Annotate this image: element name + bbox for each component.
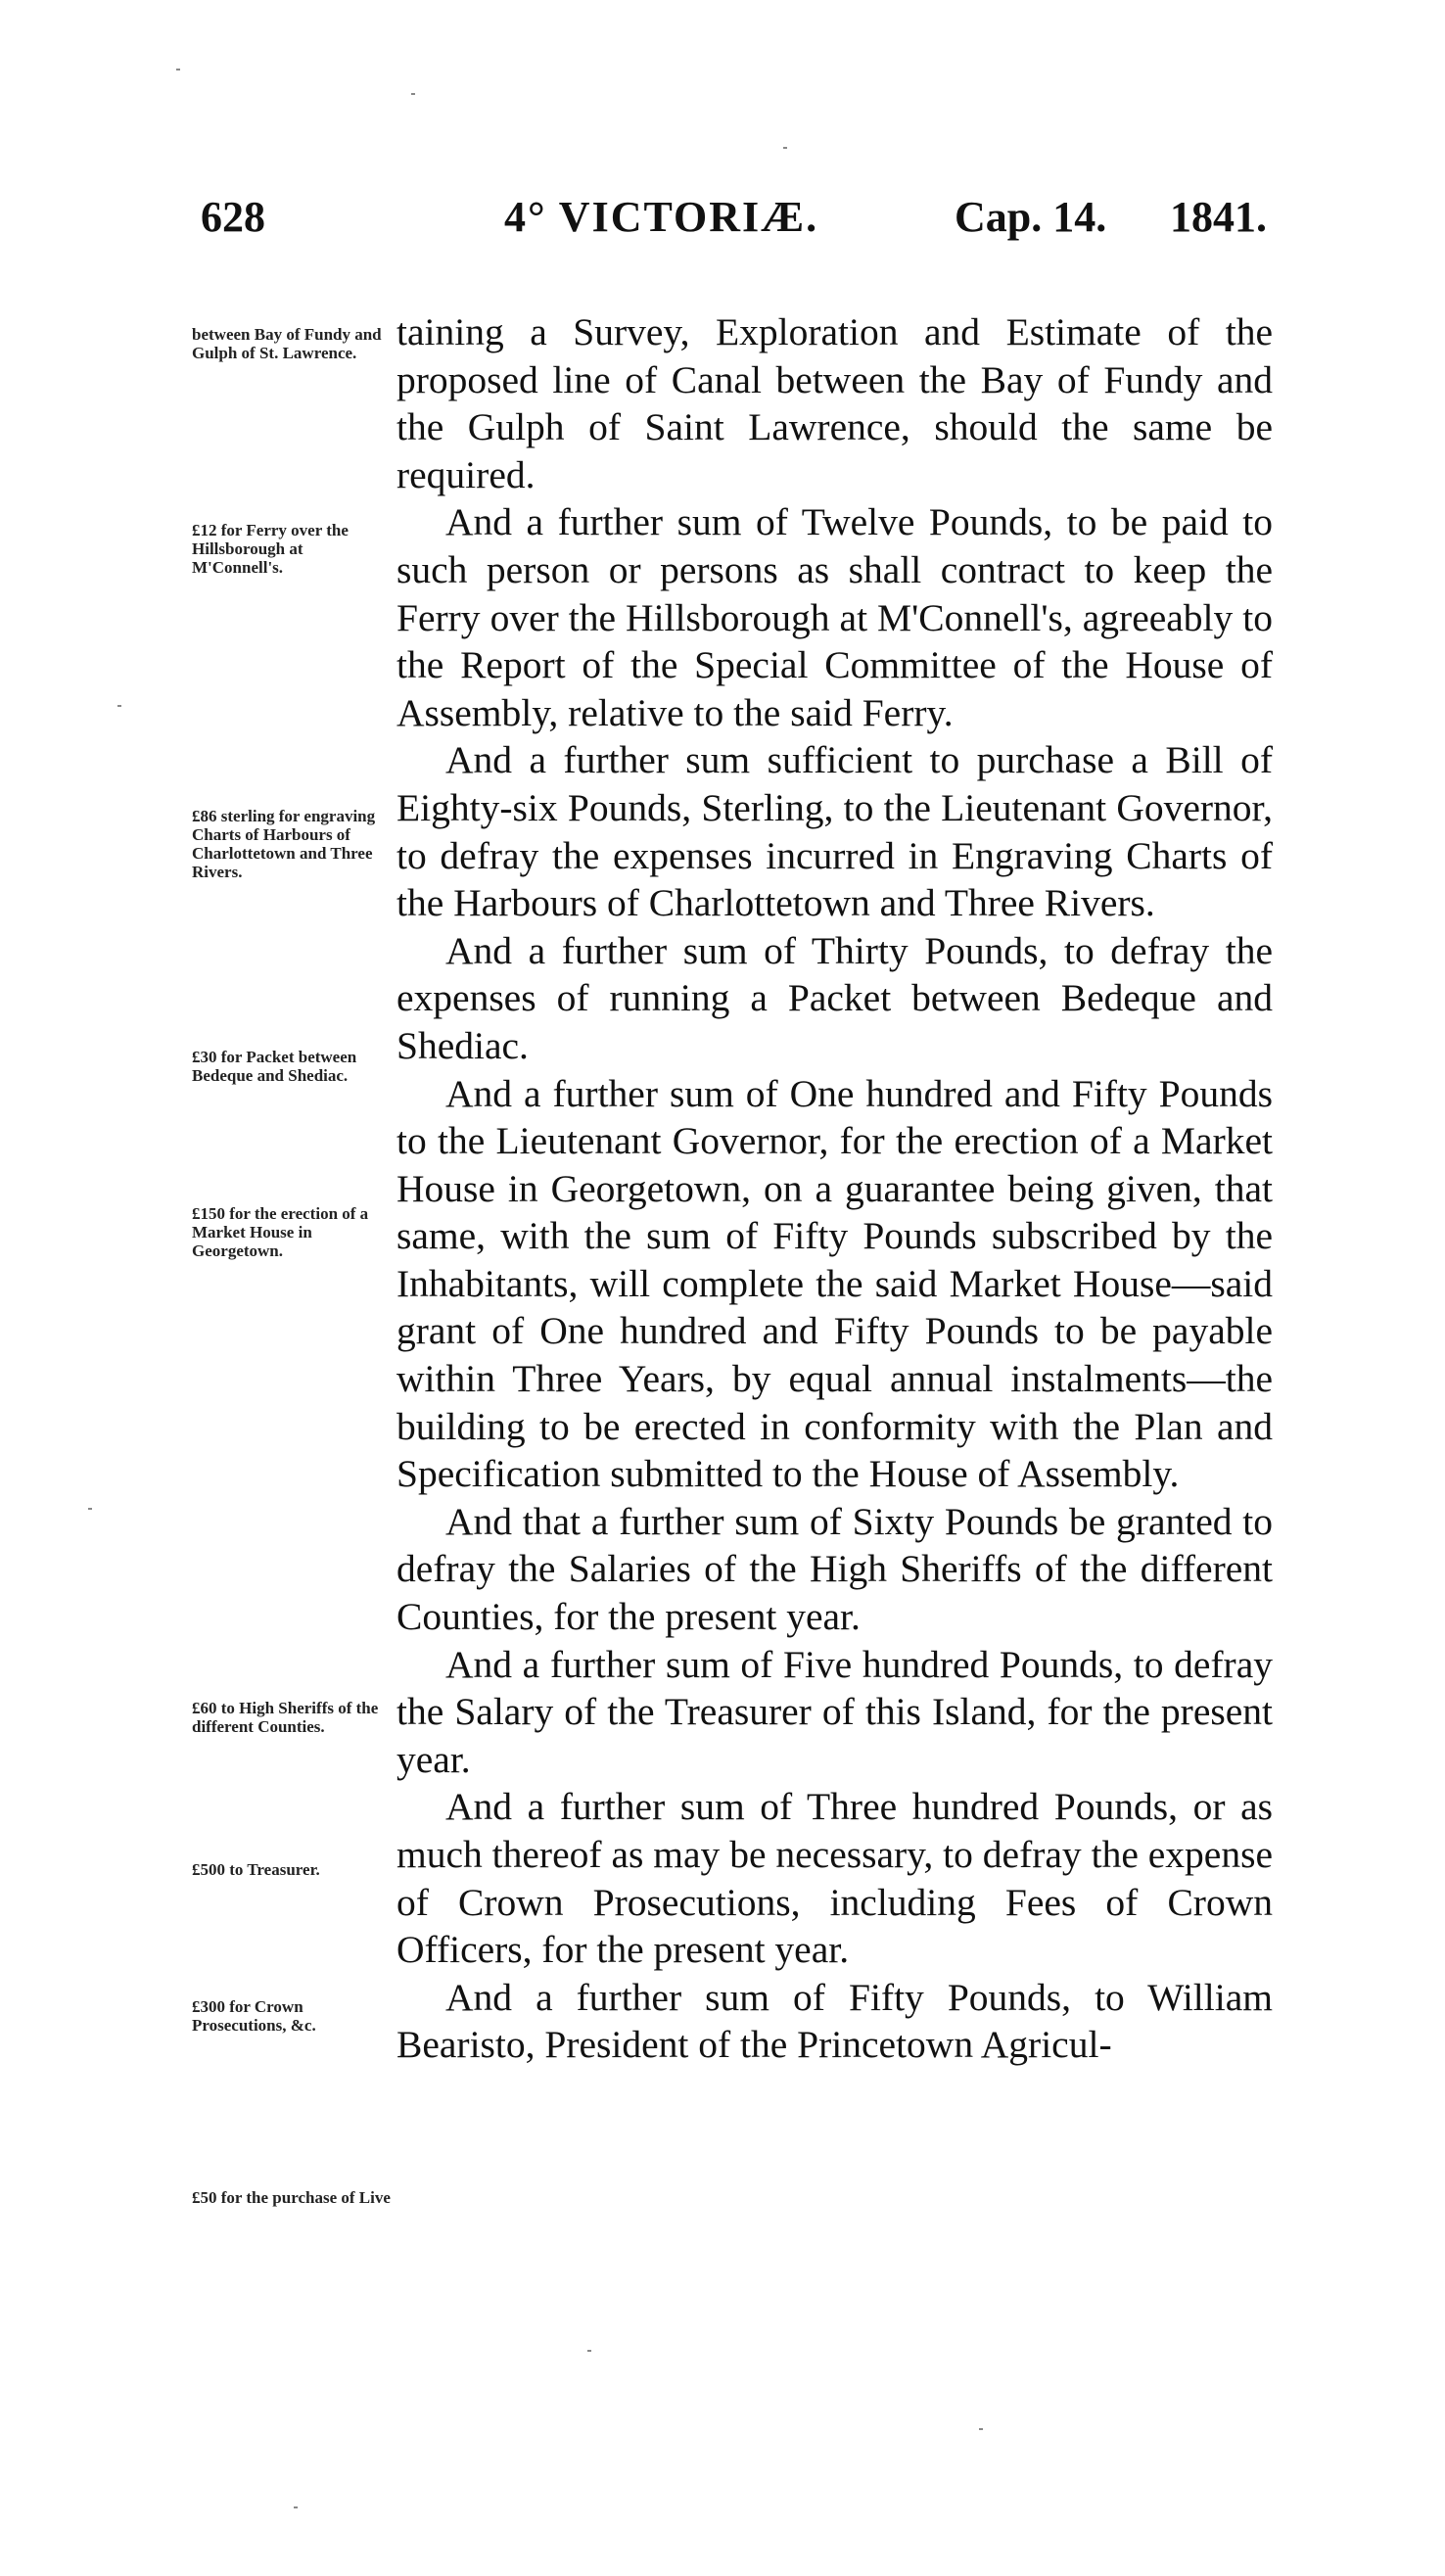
paragraph: taining a Survey, Exploration and Estimate of the proposed line of Canal between the Bay of Fundy and the Gulph of Saint Lawrence, should the same be required. [396, 310, 1273, 496]
scan-speck [411, 93, 415, 95]
paragraph: And a further sum sufficient to purchase a Bill of Eighty-six Pounds, Sterling, to the Lieutenant Governor, to defray the expenses incurred in Engraving Charts of the Harbours of Charlottetown and Three Rivers. [396, 738, 1273, 925]
scan-speck [979, 2428, 983, 2430]
scan-speck [783, 147, 787, 149]
margin-note: £12 for Ferry over the Hillsborough at M'Connell's. [192, 521, 349, 577]
scan-speck [294, 2506, 298, 2508]
year: 1841. [1170, 193, 1267, 241]
chapter-number: Cap. 14. [955, 193, 1107, 241]
margin-note: £300 for Crown Prosecutions, &c. [192, 1997, 316, 2035]
paragraph: And a further sum of One hundred and Fifty Pounds to the Lieutenant Governor, for the erection of a Market House in Georgetown, on a guarantee being given, that same, with the sum of Fifty Pounds subscribed by the Inhabitants, will complete the said Market House—said grant of One hundred and Fifty Pounds to be payable within Three Years, by equal annual instalments—the building to be erected in conformity with the Plan and Specification submitted to the House of Assembly. [396, 1071, 1273, 1496]
scan-speck [88, 1508, 92, 1510]
margin-note: between Bay of Fundy and Gulph of St. Lawrence. [192, 325, 382, 362]
page-header [201, 192, 1273, 251]
margin-note: £86 sterling for engraving Charts of Harbours of Charlottetown and Three Rivers. [192, 807, 376, 881]
running-title: 4° VICTORIÆ. [504, 193, 819, 241]
paragraph: And a further sum of Three hundred Pounds, or as much thereof as may be necessary, to defray the expense of Crown Prosecutions, including Fees of Crown Officers, for the present year. [396, 1785, 1273, 1972]
paragraph: And a further sum of Five hundred Pounds, to defray the Salary of the Treasurer of this Island, for the present year. [396, 1642, 1273, 1781]
body-text [396, 308, 1273, 2069]
margin-note: £50 for the purchase of Live [192, 2188, 391, 2207]
scan-speck [176, 69, 180, 70]
paragraph: And that a further sum of Sixty Pounds be granted to defray the Salaries of the High Sheriffs of the different Counties, for the present year. [396, 1499, 1273, 1639]
paragraph: And a further sum of Twelve Pounds, to be paid to such person or persons as shall contract to keep the Ferry over the Hillsborough at M'Connell's, agreeably to the Report of the Special Committee of the House of Assembly, relative to the said Ferry. [396, 500, 1273, 734]
margin-note: £500 to Treasurer. [192, 1860, 320, 1879]
margin-note: £150 for the erection of a Market House in Georgetown. [192, 1204, 369, 1260]
paragraph: And a further sum of Thirty Pounds, to defray the expenses of running a Packet between Bedeque and Shediac. [396, 928, 1273, 1067]
margin-note: £60 to High Sheriffs of the different Counties. [192, 1699, 379, 1736]
margin-note: £30 for Packet between Bedeque and Shediac. [192, 1048, 357, 1085]
scan-speck [587, 2350, 591, 2352]
scan-speck [117, 705, 121, 707]
page-number: 628 [201, 193, 265, 241]
paragraph: And a further sum of Fifty Pounds, to William Bearisto, President of the Princetown Agricul- [396, 1975, 1273, 2067]
